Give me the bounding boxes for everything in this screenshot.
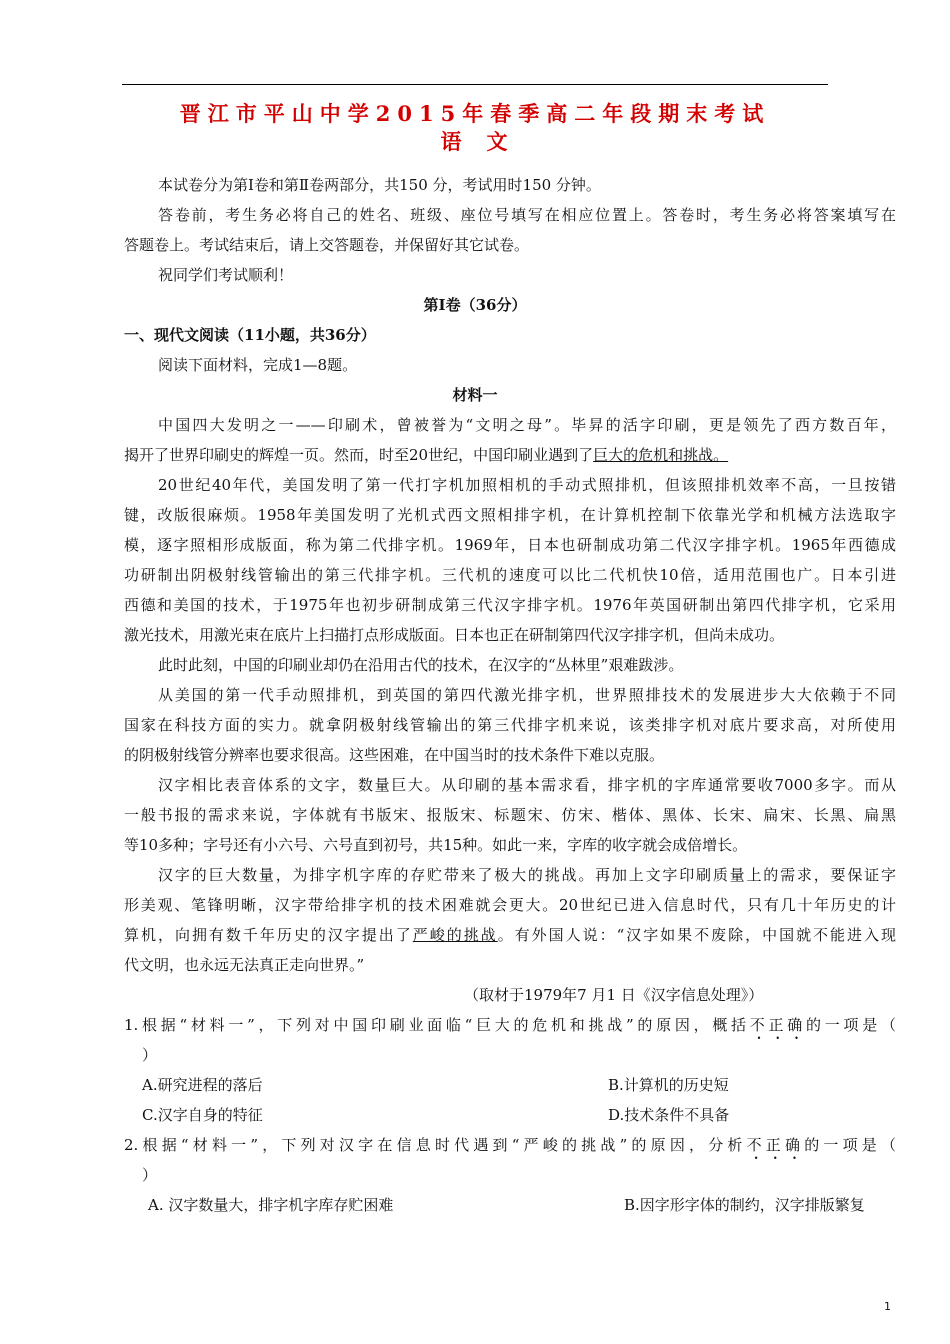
question-1-stem-end: ） [142,1046,158,1064]
passage-line: 等10多种；字号还有小六号、六号直到初号，共15种。如此一来，字库的收字就会成倍增长。 [124,836,748,854]
section-heading: 一、现代文阅读（11小题，共36分） [124,326,376,344]
passage-line: 20世纪40年代，美国发明了第一代打字机加照相机的手动式照排机，但该照排机效率不高，一旦按错 [158,476,896,494]
source-citation: （取材于1979年7 月1 日《汉字信息处理》） [464,986,764,1004]
emphasis-dots: 不正确 [749,1016,807,1034]
intro-paragraph-2-line-2: 答题卷上。考试结束后，请上交答题卷，并保留好其它试卷。 [124,236,530,254]
subject-title: 语 文 [440,129,510,154]
intro-paragraph-3: 祝同学们考试顺利！ [158,266,294,284]
header-rule [122,84,828,85]
page-number: 1 [884,1300,891,1313]
passage-line: 揭开了世界印刷史的辉煌一页。然而，时至20世纪，中国印刷业遇到了巨大的危机和挑战。 [124,446,729,464]
question-2-stem-end: ） [142,1166,158,1184]
passage-line: 此时此刻，中国的印刷业却仍在沿用古代的技术，在汉字的“丛林里”艰难跋涉。 [158,656,684,674]
passage-line: 汉字相比表音体系的文字，数量巨大。从印刷的基本需求看，排字机的字库通常要收7000多字。而从 [158,776,896,794]
passage-line: 激光技术，用激光束在底片上扫描打点形成版面。日本也正在研制第四代汉字排字机，但尚未成功。 [124,626,785,644]
passage-line: 从美国的第一代手动照排机，到英国的第四代激光排字机，世界照排技术的发展进步大大依赖于不同 [158,686,896,704]
exam-title: 晋江市平山中学2015年春季高二年段期末考试 [179,101,771,126]
question-2-option-a: A. 汉字数量大，排字机字库存贮困难 [148,1196,394,1214]
passage-line: 代文明，也永远无法真正走向世界。” [124,956,365,974]
intro-paragraph-2-line-1: 答卷前，考生务必将自己的姓名、班级、座位号填写在相应位置上。答卷时，考生务必将答案填写在 [158,206,896,224]
passage-line: 国家在科技方面的实力。就拿阴极射线管输出的第三代排字机来说，该类排字机对底片要求高，对所使用 [124,716,896,734]
passage-line: 形美观、笔锋明晰，汉字带给排字机的技术困难就会更大。20世纪已进入信息时代，只有几十年历史的计 [124,896,896,914]
part-title: 第Ⅰ卷（36分） [423,296,527,314]
material-title: 材料一 [452,386,498,404]
passage-line: 中国四大发明之一——印刷术，曾被誉为“文明之母”。毕昇的活字印刷，更是领先了西方数百年， [158,416,896,434]
passage-line: 汉字的巨大数量，为排字机字库的存贮带来了极大的挑战。再加上文字印刷质量上的需求，要保证字 [158,866,896,884]
intro-paragraph-1: 本试卷分为第Ⅰ卷和第Ⅱ卷两部分，共150 分，考试用时150 分钟。 [158,176,601,194]
question-2-stem: 2.根据“材料一”，下列对汉字在信息时代遇到“严峻的挑战”的原因，分析不正确的一项是（ [124,1136,896,1154]
passage-line: 键，改版很麻烦。1958年美国发明了光机式西文照相排字机，在计算机控制下依靠光学和机械方法选取字 [124,506,896,524]
underlined-phrase: 严峻的挑战 [412,926,498,944]
question-1-option-d: D.技术条件不具备 [608,1106,730,1124]
underlined-phrase: 巨大的危机和挑战。 [593,446,729,464]
passage-line: 的阴极射线管分辨率也要求很高。这些困难，在中国当时的技术条件下难以克服。 [124,746,665,764]
emphasis-dots: 不正确 [746,1136,805,1154]
section-instruction: 阅读下面材料，完成1—8题。 [158,356,358,374]
passage-line: 功研制出阴极射线管输出的第三代排字机。三代机的速度可以比二代机快10倍，适用范围也广。日本引进 [124,566,896,584]
question-1-option-a: A.研究进程的落后 [142,1076,263,1094]
question-1-option-c: C.汉字自身的特征 [142,1106,263,1124]
question-2-option-b: B.因字形字体的制约，汉字排版繁复 [624,1196,865,1214]
passage-line: 西德和美国的技术，于1975年也初步研制成第三代汉字排字机。1976年英国研制出第四代排字机，它采用 [124,596,896,614]
passage-line: 一般书报的需求来说，字体就有书版宋、报版宋、标题宋、仿宋、楷体、黑体、长宋、扁宋、长黑、扁黑 [124,806,896,824]
question-1-stem: 1.根据“材料一”，下列对中国印刷业面临“巨大的危机和挑战”的原因，概括不正确的一项是（ [124,1016,896,1034]
passage-line: 模，逐字照相形成版面，称为第二代排字机。1969年，日本也研制成功第二代汉字排字机。1965年西德成 [124,536,896,554]
passage-line: 算机，向拥有数千年历史的汉字提出了严峻的挑战。有外国人说：“汉字如果不废除，中国就不能进入现 [124,926,896,944]
question-1-option-b: B.计算机的历史短 [608,1076,729,1094]
